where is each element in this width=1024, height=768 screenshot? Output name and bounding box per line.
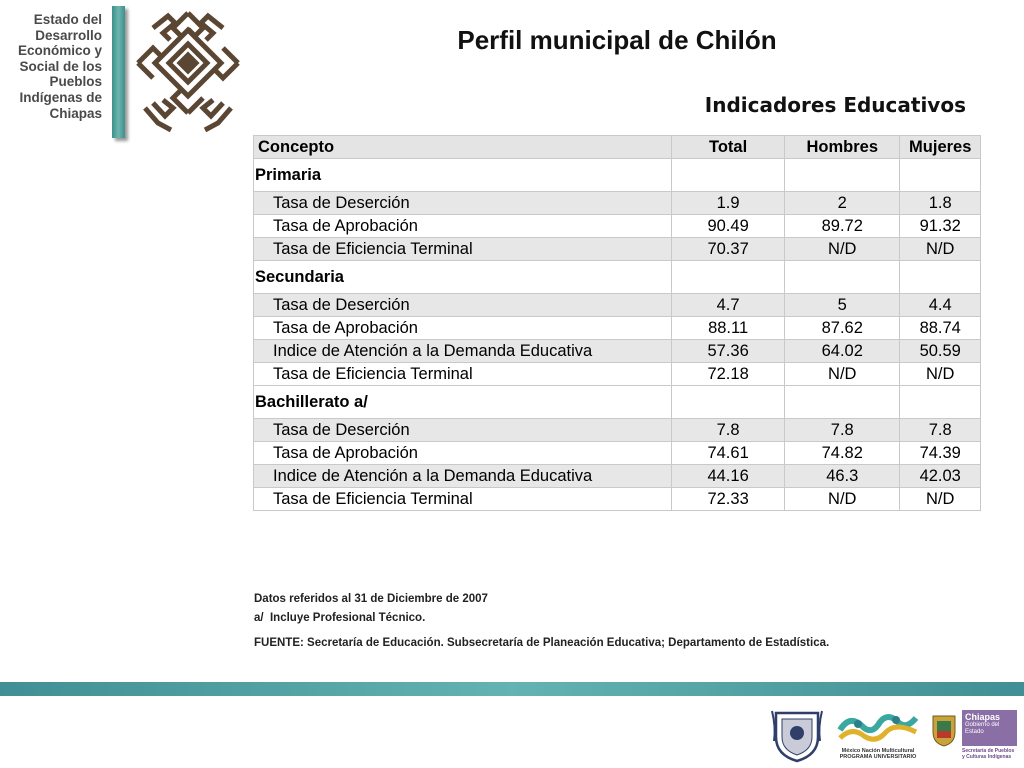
cell-total: 1.9 (672, 192, 785, 215)
footnote-text: Incluye Profesional Técnico. (269, 612, 426, 624)
page-subtitle: Indicadores Educativos (704, 93, 966, 117)
cell-total: 90.49 (672, 215, 785, 238)
chiapas-logo-subtitle: Secretaría de Pueblos y Culturas Indígenas (962, 748, 1015, 760)
org-name-line: Económico y (17, 43, 102, 59)
footnote (254, 612, 829, 624)
column-header-mujeres: Mujeres (900, 136, 981, 159)
cell-hombres: N/D (785, 363, 900, 386)
section-row (254, 261, 981, 294)
org-name-line: Social de los (19, 58, 102, 74)
column-header-hombres: Hombres (785, 136, 900, 159)
table-row (254, 192, 981, 215)
org-name-line: Chiapas (49, 105, 102, 121)
table-row (254, 317, 981, 340)
cell-total: 88.11 (672, 317, 785, 340)
cell-total: 7.8 (672, 419, 785, 442)
cell-hombres: 46.3 (785, 465, 900, 488)
education-indicators-table (253, 135, 981, 511)
cell-hombres: N/D (785, 238, 900, 261)
notes (254, 593, 829, 656)
section-label: Secundaria (254, 261, 672, 294)
chiapas-government-logo (962, 710, 1017, 746)
table-row (254, 294, 981, 317)
mexico-multicultural-logo (836, 708, 920, 760)
date-note: Datos referidos al 31 de Diciembre de 2007 (254, 593, 488, 605)
table-row (254, 238, 981, 261)
cell-mujeres: N/D (900, 488, 981, 511)
cell-mujeres: 7.8 (900, 419, 981, 442)
table-header-row (254, 136, 981, 159)
cell-concepto: Indice de Atención a la Demanda Educativa (254, 465, 672, 488)
cell-mujeres: N/D (900, 363, 981, 386)
section-label: Bachillerato a/ (254, 386, 672, 419)
chiapas-crest-icon (930, 712, 958, 748)
table-row (254, 442, 981, 465)
cell-hombres: 74.82 (785, 442, 900, 465)
empty-cell (785, 261, 900, 294)
cell-total: 57.36 (672, 340, 785, 363)
cell-mujeres: N/D (900, 238, 981, 261)
org-name-line: Indígenas de (19, 89, 102, 105)
cell-mujeres: 74.39 (900, 442, 981, 465)
cell-hombres: 64.02 (785, 340, 900, 363)
org-name-line: Pueblos (49, 74, 102, 90)
cell-hombres: 89.72 (785, 215, 900, 238)
section-row (254, 159, 981, 192)
cell-concepto: Tasa de Aprobación (254, 442, 672, 465)
cell-concepto: Tasa de Deserción (254, 419, 672, 442)
section-label: Primaria (254, 159, 672, 192)
cell-hombres: 5 (785, 294, 900, 317)
chiapas-logo-small: Gobierno del Estado (965, 722, 1000, 735)
section-row (254, 386, 981, 419)
cell-total: 4.7 (672, 294, 785, 317)
empty-cell (672, 159, 785, 192)
table-row (254, 340, 981, 363)
cell-mujeres: 1.8 (900, 192, 981, 215)
mexico-logo-title: México Nación Multicultural (841, 748, 915, 754)
table-row (254, 363, 981, 386)
cell-concepto: Tasa de Deserción (254, 294, 672, 317)
cell-concepto: Indice de Atención a la Demanda Educativa (254, 340, 672, 363)
cell-mujeres: 50.59 (900, 340, 981, 363)
cell-total: 72.18 (672, 363, 785, 386)
cell-concepto: Tasa de Aprobación (254, 317, 672, 340)
org-name-line: Estado del (33, 12, 102, 27)
empty-cell (785, 159, 900, 192)
table-row (254, 488, 981, 511)
cell-concepto: Tasa de Deserción (254, 192, 672, 215)
cell-mujeres: 4.4 (900, 294, 981, 317)
cell-hombres: 2 (785, 192, 900, 215)
cell-hombres: 87.62 (785, 317, 900, 340)
cell-total: 44.16 (672, 465, 785, 488)
cell-total: 74.61 (672, 442, 785, 465)
table-row (254, 419, 981, 442)
cell-concepto: Tasa de Eficiencia Terminal (254, 488, 672, 511)
org-name-line: Desarrollo (35, 27, 102, 43)
source-note: FUENTE: Secretaría de Educación. Subsecretaría de Planeación Educativa; Departamento de Estadística. (254, 637, 830, 649)
cell-mujeres: 42.03 (900, 465, 981, 488)
cell-hombres: N/D (785, 488, 900, 511)
mexico-logo-sub: PROGRAMA UNIVERSITARIO (839, 754, 917, 760)
empty-cell (900, 261, 981, 294)
cell-mujeres: 88.74 (900, 317, 981, 340)
cell-concepto: Tasa de Aprobación (254, 215, 672, 238)
cell-mujeres: 91.32 (900, 215, 981, 238)
column-header-total: Total (672, 136, 785, 159)
table-row (254, 465, 981, 488)
page-title: Perfil municipal de Chilón (457, 25, 777, 55)
cell-total: 72.33 (672, 488, 785, 511)
chiapas-logo-title: Chiapas (965, 712, 1001, 722)
cell-total: 70.37 (672, 238, 785, 261)
empty-cell (785, 386, 900, 419)
footnote-marker: a/ (254, 612, 264, 624)
unam-crest-logo (768, 707, 826, 763)
empty-cell (900, 159, 981, 192)
table-row (254, 215, 981, 238)
cell-concepto: Tasa de Eficiencia Terminal (254, 238, 672, 261)
column-header-concepto: Concepto (254, 136, 672, 159)
empty-cell (672, 386, 785, 419)
empty-cell (900, 386, 981, 419)
footer-band (0, 682, 1024, 696)
wave-icon (836, 708, 920, 748)
cell-concepto: Tasa de Eficiencia Terminal (254, 363, 672, 386)
cell-hombres: 7.8 (785, 419, 900, 442)
empty-cell (672, 261, 785, 294)
